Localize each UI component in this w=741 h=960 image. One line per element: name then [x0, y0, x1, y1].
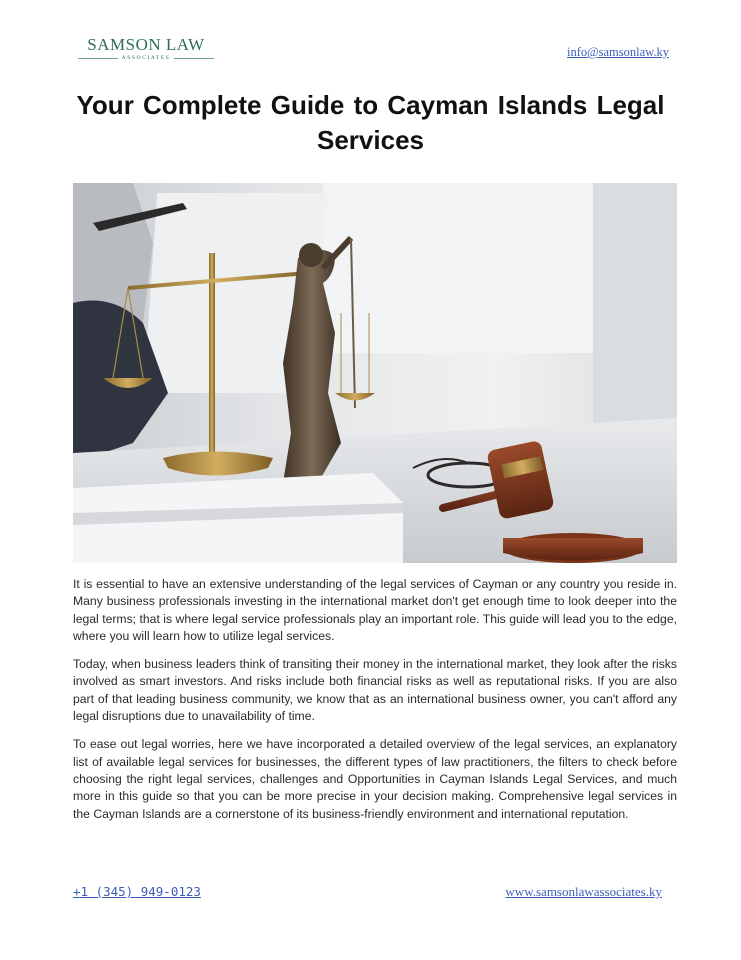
page-title: Your Complete Guide to Cayman Islands Legal Services [76, 90, 665, 155]
logo-main-text: SAMSON LAW [87, 35, 205, 54]
article-body [73, 576, 677, 834]
logo-divider-left [78, 58, 118, 59]
paragraph-3: To ease out legal worries, here we have incorporated a detailed overview of the legal services, an explanatory list of available legal services for businesses, the different types of law practitioners, the filters to check before choosing the right legal services, challenges and Opportunities in Cayman Islands Legal Services, and much more in this guide so that you can be more precise in your decision making. Comprehensive legal services in the Cayman Islands are a cornerstone of its business-friendly environment and international reputation. [73, 737, 677, 821]
company-logo [78, 36, 214, 61]
email-link[interactable]: info@samsonlaw.ky [566, 45, 669, 59]
logo-sub-row [78, 55, 214, 61]
paragraph-1: It is essential to have an extensive understanding of the legal services of Cayman or any country you reside in. Many business professionals investing in the international market don't get enough time to look deeper into the legal terms; that is where legal service professionals play an important role. This guide will lead you to the edge, where you will learn how to utilize legal services. [73, 577, 677, 643]
justice-scales-gavel-illustration [73, 183, 677, 563]
logo-sub-text: ASSOCIATES [121, 55, 171, 61]
website-link[interactable]: www.samsonlawassociates.ky [505, 884, 662, 899]
hero-image [73, 183, 677, 563]
paragraph-2: Today, when business leaders think of transiting their money in the international market, they look after the risks involved as smart investors. And risks include both financial risks as well as reputational risks. If you are also part of that leading business community, we know that as an international business owner, you can't afford any legal disruptions due to unavailability of time. [73, 657, 677, 724]
phone-link[interactable]: +1 (345) 949-0123 [73, 884, 201, 899]
logo-divider-right [174, 58, 214, 59]
